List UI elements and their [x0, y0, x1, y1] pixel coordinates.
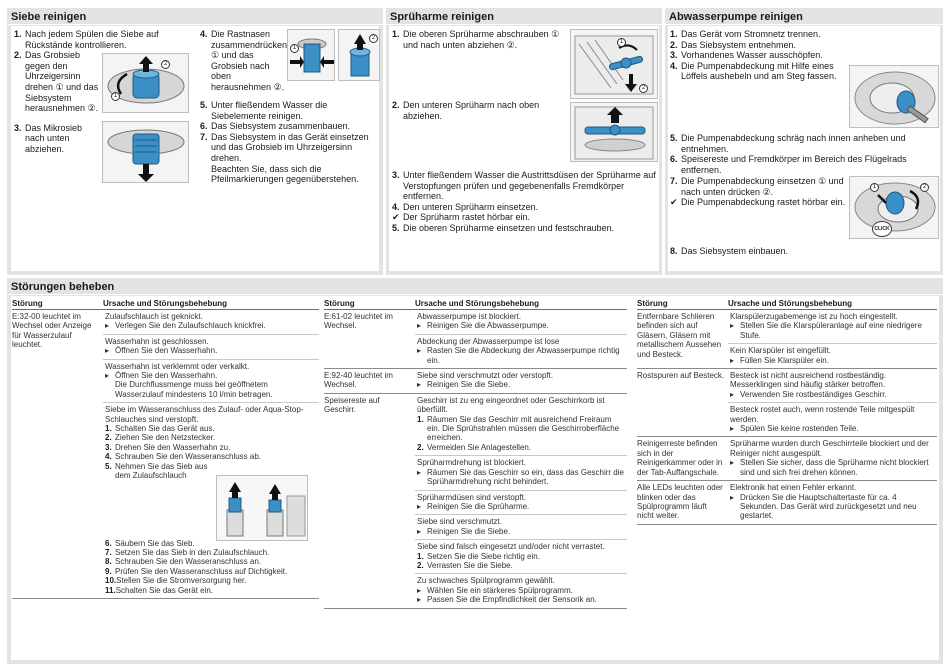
cause-block — [415, 515, 627, 540]
step-text: Das Mikrosieb nach unten abziehen. — [25, 122, 83, 154]
action-item — [730, 390, 935, 399]
table-header — [324, 298, 627, 310]
table-row — [637, 437, 937, 481]
hose-filter-illustration — [216, 475, 308, 541]
cause-text: Siebe sind falsch eingesetzt und/oder nicht verrastet. — [417, 542, 605, 552]
action-text: Räumen Sie das Geschirr so ein, dass das Geschirr die Sprüharmdrehung nicht behindert. — [427, 467, 624, 487]
step-number: 2. — [14, 50, 22, 61]
cause-block — [415, 335, 627, 368]
step-marker-icon: 1 — [617, 38, 626, 47]
pump-cover-lift-illustration — [849, 65, 939, 128]
steps-group-1 — [392, 29, 570, 50]
step-marker-icon: 2 — [369, 34, 378, 43]
action-item — [417, 346, 625, 365]
step-text: Prüfen Sie den Wasseranschluss auf Dichtigkeit. — [115, 566, 288, 576]
sub-step — [105, 462, 215, 481]
step-number: 11. — [105, 585, 116, 595]
step-number: 2. — [392, 100, 400, 110]
instruction-step — [14, 50, 100, 114]
cause-block — [728, 437, 937, 480]
action-text: Drücken Sie die Hauptschaltertaste für ca. 4 Sekunden. Das Gerät wird zurückgesetzt und neu gestartet. — [740, 492, 917, 521]
action-text: Reinigen Sie die Sprüharme. — [427, 501, 530, 511]
cause-text: Besteck ist nicht ausreichend rostbeständig. Messerklingen sind häufig stärker betroffen. — [730, 371, 887, 390]
instruction-step — [670, 61, 848, 82]
cause-block — [415, 394, 627, 456]
steps-column-2 — [200, 29, 288, 93]
triangle-bullet-icon: ▸ — [730, 458, 735, 468]
step-text: Die oberen Sprüharme abschrauben ① und nach unten abziehen ②. — [403, 29, 560, 50]
step-text: Schrauben Sie den Wasseranschluss an. — [115, 557, 262, 567]
step-text: Die Pumpenabdeckung mit Hilfe eines Löffels aushebeln und am Steg fassen. — [681, 60, 837, 82]
upper-spray-arm-illustration — [570, 29, 658, 99]
section-title: Abwasserpumpe reinigen — [665, 8, 943, 25]
action-text: Wählen Sie ein stärkeres Spülprogramm. — [427, 585, 573, 595]
cause-block — [415, 491, 627, 516]
cause-text: Zulaufschlauch ist geknickt. — [105, 312, 203, 321]
fault-cell: Speisereste auf Geschirr. — [324, 395, 380, 415]
action-text: Verlegen Sie den Zulaufschlauch knickfrei. — [115, 321, 266, 331]
section-siebe-reinigen — [7, 8, 383, 275]
action-item — [730, 493, 935, 521]
step-text: Das Siebsystem entnehmen. — [681, 39, 797, 50]
action-text: Füllen Sie Klarspüler ein. — [740, 355, 829, 365]
lower-spray-arm-illustration — [570, 102, 658, 162]
cause-text: Abdeckung der Abwasserpumpe ist lose — [417, 336, 560, 346]
step-number: 6. — [200, 121, 208, 132]
triangle-bullet-icon: ▸ — [730, 389, 735, 399]
step-number: 9. — [105, 566, 112, 576]
instruction-step — [670, 40, 848, 51]
instruction-step — [392, 223, 656, 234]
step-text: Räumen Sie das Geschirr mit ausreichend Freiraum ein. Die Sprühstrahlen müssen die Geschirroberfläche erreichen. — [427, 414, 620, 443]
sub-step — [105, 586, 317, 595]
step-text: Ziehen Sie den Netzstecker. — [115, 433, 216, 443]
column-header-cause: Ursache und Störungsbehebung — [728, 298, 853, 308]
step-text: Säubern Sie das Sieb. — [115, 538, 195, 548]
triangle-bullet-icon: ▸ — [105, 371, 110, 381]
instruction-step — [670, 29, 848, 40]
steps-group-2 — [392, 100, 570, 121]
steps-group-4 — [670, 246, 848, 257]
cause-block — [728, 403, 937, 436]
instruction-step — [392, 170, 656, 202]
section-abwasserpumpe-reinigen — [665, 8, 943, 275]
step-text: Verrasten Sie die Siebe. — [427, 560, 513, 570]
fault-cell: E:32-00 leuchtet im Wechsel oder Anzeige für Wasserzulauf leuchtet. — [12, 312, 92, 350]
triangle-bullet-icon: ▸ — [417, 595, 422, 605]
sub-step — [417, 561, 625, 570]
action-item — [105, 321, 317, 330]
steps-group-2 — [670, 133, 938, 175]
table-header — [637, 298, 937, 310]
step-number: 4. — [670, 60, 678, 71]
action-text: Spülen Sie keine rostenden Teile. — [740, 424, 859, 434]
filter-rotate-illustration — [102, 53, 189, 113]
instruction-step — [670, 246, 848, 257]
step-number: 8. — [105, 557, 112, 567]
column-header-fault: Störung — [324, 298, 355, 308]
action-text: Rasten Sie die Abdeckung der Abwasserpumpe richtig ein. — [427, 346, 620, 365]
step-text: Das Siebsystem in das Gerät einsetzen und das Grobsieb im Uhrzeigersinn drehen. — [211, 131, 369, 163]
sub-step — [417, 443, 625, 452]
fault-table-1 — [12, 298, 319, 599]
step-text: Drehen Sie den Wasserhahn zu. — [115, 442, 231, 452]
instruction-step — [200, 100, 378, 121]
step-text: Den unteren Sprüharm einsetzen. — [403, 201, 539, 212]
sub-step — [105, 424, 317, 433]
action-text: Passen Sie die Empfindlichkeit der Sensorik an. — [427, 595, 597, 605]
sub-step — [417, 415, 625, 443]
table-row — [12, 310, 319, 599]
column-header-cause: Ursache und Störungsbehebung — [103, 298, 228, 308]
fault-table-2 — [324, 298, 627, 609]
step-text: Unter fließendem Wasser die Austrittsdüsen der Sprüharme auf Verstopfungen prüfen und gegebenenfalls Fremdkörper entfernen. — [403, 170, 656, 202]
fault-cell: Reinigerreste befinden sich in der Reinigerkammer oder in der Tab-Auffangschale. — [637, 439, 723, 477]
step-text: Die Pumpenabdeckung einsetzen ① und nach unten drücken ②. — [681, 176, 844, 197]
triangle-bullet-icon: ▸ — [730, 355, 735, 365]
fault-cell: E:61-02 leuchtet im Wechsel. — [324, 312, 393, 331]
instruction-step — [392, 202, 656, 213]
step-text: Schrauben Sie den Wasseranschluss ab. — [115, 452, 262, 462]
step-number: 1. — [14, 29, 22, 39]
step-number: 1. — [417, 551, 424, 561]
table-row — [324, 394, 627, 609]
step-marker-icon: 2 — [920, 183, 929, 192]
cause-block — [415, 540, 627, 574]
step-number: 7. — [670, 176, 678, 186]
step-text: Das Grobsieb gegen den Uhrzeigersinn drehen ① und das Siebsystem herausnehmen ②. — [25, 50, 99, 114]
pump-cover-insert-illustration — [849, 176, 939, 239]
action-item — [417, 502, 625, 511]
section-title: Sprüharme reinigen — [386, 8, 662, 25]
triangle-bullet-icon: ▸ — [730, 492, 735, 502]
step-number: 1. — [670, 29, 678, 39]
cause-block — [415, 310, 627, 335]
triangle-bullet-icon: ▸ — [417, 585, 422, 595]
table-row — [637, 369, 937, 437]
instruction-step — [670, 154, 938, 175]
action-item — [417, 321, 625, 330]
triangle-bullet-icon: ▸ — [417, 526, 422, 536]
section-stoerungen-beheben — [7, 278, 943, 664]
action-item — [105, 371, 317, 380]
step-number: 10. — [105, 576, 117, 586]
step-number: 1. — [417, 414, 424, 424]
cause-block — [728, 310, 937, 344]
cause-block — [728, 344, 937, 368]
step-number: 7. — [200, 131, 208, 142]
step-marker-icon: 1 — [111, 92, 120, 101]
filter-lift-illustration — [338, 29, 380, 81]
cause-text: Wasserhahn ist geschlossen. — [105, 336, 209, 346]
steps-column-2-wide — [200, 100, 378, 185]
action-text: Verwenden Sie rostbeständiges Geschirr. — [740, 389, 887, 399]
sub-step — [105, 452, 317, 461]
action-item — [417, 527, 625, 536]
step-number: 5. — [670, 133, 678, 143]
action-item — [730, 321, 935, 340]
step-text: Schalten Sie das Gerät aus. — [115, 424, 215, 434]
step-number: 5. — [105, 461, 112, 471]
cause-text: Siebe im Wasseranschluss des Zulauf- oder Aqua-Stop-Schlauches sind verstopft. — [105, 405, 304, 424]
action-item — [417, 595, 625, 604]
fault-table-3 — [637, 298, 937, 525]
step-text: Beachten Sie, dass sich die Pfeilmarkierungen gegenüberstehen. — [211, 163, 359, 185]
table-row — [637, 481, 937, 525]
action-text: Reinigen Sie die Siebe. — [427, 526, 511, 536]
step-number: 1. — [392, 29, 400, 39]
step-number: 1. — [105, 424, 112, 434]
step-text: Das Gerät vom Stromnetz trennen. — [681, 29, 821, 39]
step-text: Speisereste und Fremdkörper im Bereich des Flügelrads entfernen. — [681, 154, 907, 175]
section-spruharme-reinigen — [386, 8, 662, 275]
action-item — [105, 346, 317, 355]
cause-text: Geschirr ist zu eng eingeordnet oder Geschirrkorb ist überfüllt. — [417, 395, 605, 415]
instruction-step — [200, 164, 378, 185]
triangle-bullet-icon: ▸ — [105, 346, 110, 356]
step-marker-icon: 1 — [870, 183, 879, 192]
cause-block — [415, 456, 627, 490]
cause-text: Sprüharme wurden durch Geschirrteile blockiert und der Reiniger nicht ausgespült. — [730, 439, 929, 458]
table-row — [324, 369, 627, 394]
step-number: 3. — [105, 442, 112, 452]
action-text: Stellen Sie die Klarspüleranlage auf eine niedrigere Stufe. — [740, 321, 922, 340]
fault-cell: Entfernbare Schlieren befinden sich auf Gläsern, Gläsern mit metallischem Aussehen und Besteck. — [637, 312, 722, 359]
action-item — [417, 586, 625, 595]
action-note: Die Durchflussmenge muss bei geöffnetem Wasserzulauf mindestens 10 l/min betragen. — [115, 380, 273, 399]
cause-block — [415, 369, 627, 393]
steps-group-3 — [392, 170, 656, 234]
triangle-bullet-icon: ▸ — [730, 424, 735, 434]
step-number: 7. — [105, 547, 112, 557]
latch-press-illustration — [287, 29, 335, 81]
step-number: 8. — [670, 246, 678, 256]
column-header-fault: Störung — [637, 298, 668, 308]
cause-block — [103, 360, 319, 404]
triangle-bullet-icon: ▸ — [417, 380, 422, 390]
cause-text: Besteck rostet auch, wenn rostende Teile mitgespült werden. — [730, 405, 915, 424]
cause-text: Sprüharmdüsen sind verstopft. — [417, 492, 526, 502]
triangle-bullet-icon: ▸ — [730, 321, 735, 331]
instruction-step — [670, 133, 938, 154]
step-text: Die Pumpenabdeckung rastet hörbar ein. — [681, 197, 846, 208]
table-header — [12, 298, 319, 310]
action-item — [730, 424, 935, 433]
step-number: 5. — [200, 100, 208, 110]
step-text: Das Siebsystem zusammenbauen. — [211, 121, 351, 132]
step-text: Nach jedem Spülen die Siebe auf Rückstände kontrollieren. — [25, 29, 159, 50]
cause-text: Sprüharmdrehung ist blockiert. — [417, 458, 526, 468]
cause-text: Klarspülerzugabemenge ist zu hoch eingestellt. — [730, 312, 898, 321]
step-number: 2. — [670, 39, 678, 50]
cause-text: Abwasserpumpe ist blockiert. — [417, 312, 522, 321]
click-badge-icon: CLICK — [872, 221, 892, 237]
action-text: Öffnen Sie den Wasserhahn. — [115, 371, 218, 381]
check-icon: ✔ — [670, 197, 678, 208]
section-title: Störungen beheben — [7, 278, 943, 295]
action-text: Stellen Sie sicher, dass die Sprüharme nicht blockiert sind und sich frei drehen können. — [740, 458, 929, 477]
step-text: Setzen Sie die Siebe richtig ein. — [427, 551, 540, 561]
steps-group-3 — [670, 176, 848, 208]
triangle-bullet-icon: ▸ — [417, 467, 422, 477]
steps-group-1 — [670, 29, 848, 82]
fault-cell: E:92-40 leuchtet im Wechsel. — [324, 371, 393, 390]
column-header-fault: Störung — [12, 298, 43, 308]
cause-block — [103, 310, 319, 335]
step-text: Die Pumpenabdeckung schräg nach innen anheben und entnehmen. — [681, 133, 906, 154]
check-icon: ✔ — [392, 212, 400, 223]
step-text: Nehmen Sie das Sieb aus dem Zulaufschlauch — [115, 461, 208, 481]
triangle-bullet-icon: ▸ — [417, 501, 422, 511]
step-number: 4. — [105, 452, 112, 462]
sub-step — [105, 548, 317, 557]
column-header-cause: Ursache und Störungsbehebung — [415, 298, 540, 308]
fault-cell: Alle LEDs leuchten oder blinken oder das Spülprogramm läuft nicht weiter. — [637, 483, 723, 521]
step-text: Setzen Sie das Sieb in den Zulaufschlauch. — [115, 547, 270, 557]
result-step — [670, 197, 848, 208]
instruction-step — [670, 176, 848, 197]
step-number: 3. — [670, 50, 678, 61]
cause-text: Zu schwaches Spülprogramm gewählt. — [417, 576, 555, 586]
action-item — [417, 468, 625, 487]
step-text: Vermeiden Sie Anlagestellen. — [427, 442, 532, 452]
step-number: 2. — [417, 560, 424, 570]
instruction-step — [200, 121, 378, 132]
table-row — [637, 310, 937, 369]
step-number: 3. — [14, 122, 22, 133]
cause-block — [415, 574, 627, 607]
cause-text: Wasserhahn ist verklemmt oder verkalkt. — [105, 361, 250, 371]
instruction-step — [392, 100, 570, 121]
instruction-step — [392, 29, 570, 50]
table-row — [324, 310, 627, 369]
step-text: Der Sprüharm rastet hörbar ein. — [403, 212, 531, 223]
instruction-step — [670, 50, 848, 61]
sub-step — [417, 552, 625, 561]
action-item — [730, 458, 935, 477]
instruction-step — [14, 123, 100, 155]
cause-block — [728, 481, 937, 524]
step-number: 4. — [200, 29, 208, 39]
step-number: 6. — [105, 538, 112, 548]
step-text: Das Siebsystem einbauen. — [681, 246, 789, 256]
step-text: Die oberen Sprüharme einsetzen und festschrauben. — [403, 222, 615, 233]
step-marker-icon: 1 — [290, 44, 299, 53]
triangle-bullet-icon: ▸ — [417, 346, 422, 356]
triangle-bullet-icon: ▸ — [417, 321, 422, 331]
sub-step — [105, 557, 317, 566]
cause-text: Siebe sind verschmutzt oder verstopft. — [417, 371, 554, 381]
step-marker-icon: 2 — [161, 60, 170, 69]
action-item — [417, 380, 625, 389]
instruction-step — [14, 29, 198, 50]
cause-block — [728, 369, 937, 403]
sub-step — [105, 567, 317, 576]
step-text: Schalten Sie das Gerät ein. — [115, 585, 214, 595]
instruction-step — [200, 29, 288, 93]
section-title: Siebe reinigen — [7, 8, 383, 25]
step-text: Den unteren Sprüharm nach oben abziehen. — [403, 100, 540, 121]
step-text: Unter fließendem Wasser die Siebelemente reinigen. — [211, 100, 328, 121]
triangle-bullet-icon: ▸ — [105, 321, 110, 331]
step-number: 4. — [392, 201, 400, 212]
sub-step — [105, 433, 317, 442]
result-step — [392, 212, 656, 223]
step-number: 3. — [392, 170, 400, 180]
cause-text: Siebe sind verschmutzt. — [417, 517, 502, 527]
fault-cell: Rostspuren auf Besteck. — [637, 371, 725, 381]
sub-step — [105, 576, 317, 585]
step-text: Vorhandenes Wasser ausschöpfen. — [681, 50, 823, 61]
step-text: Die Rastnasen zusammendrücken ① und das Grobsieb nach oben herausnehmen ②. — [211, 29, 288, 92]
step-number: 5. — [392, 222, 400, 233]
step-text: Stellen Sie die Stromversorgung her. — [116, 576, 247, 586]
cause-text: Kein Klarspüler ist eingefüllt. — [730, 346, 831, 356]
step-number: 2. — [417, 442, 424, 452]
step-number: 6. — [670, 154, 678, 165]
cause-text: Elektronik hat einen Fehler erkannt. — [730, 483, 857, 493]
action-item — [730, 356, 935, 365]
action-text: Reinigen Sie die Abwasserpumpe. — [427, 321, 549, 331]
instruction-step — [200, 132, 378, 164]
step-number: 2. — [105, 433, 112, 443]
step-marker-icon: 2 — [639, 84, 648, 93]
action-text: Öffnen Sie den Wasserhahn. — [115, 346, 218, 356]
sub-step — [105, 443, 317, 452]
cause-block — [103, 335, 319, 360]
action-text: Reinigen Sie die Siebe. — [427, 380, 511, 390]
micro-filter-illustration — [102, 121, 189, 183]
